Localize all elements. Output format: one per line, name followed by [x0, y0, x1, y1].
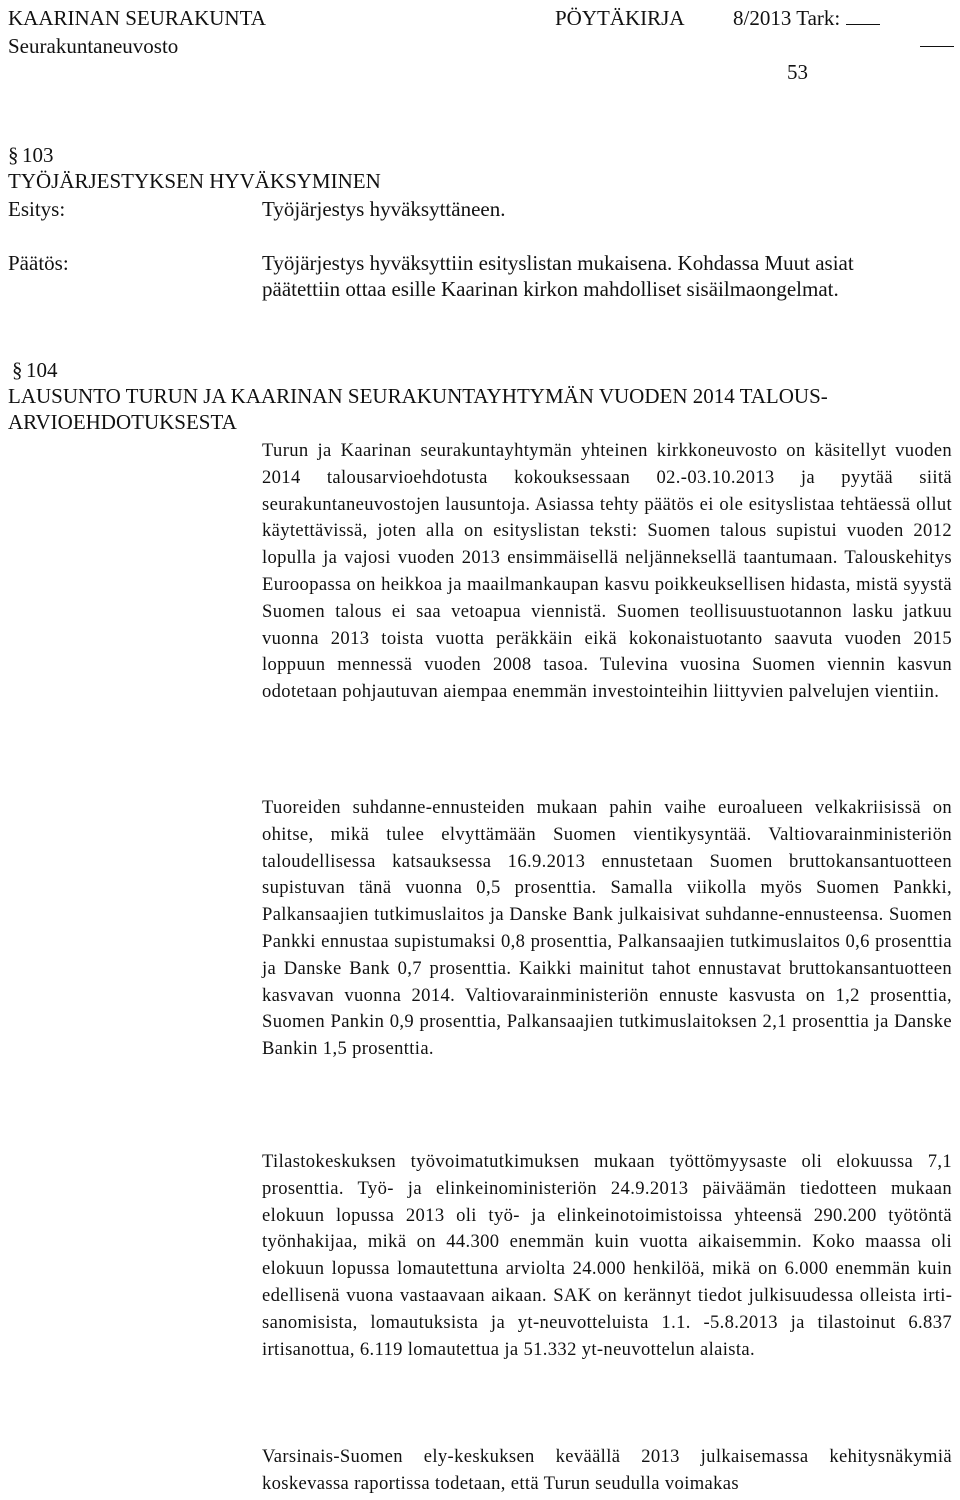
section-104-symbol: § [12, 358, 23, 382]
section-104-paragraph-1: Turun ja Kaarinan seurakuntayhtymän yhteinen kirkkoneuvosto on käsitellyt vuoden 2014 talousarvioehdotusta kokouksessaan 02.-03.10.2013 ja pyytää siitä seurakuntaneuvostojen lausuntoja. Asiassa tehty päätös ei ole esityslistaa tehtäessä ollut käytettävissä, joten alla on esityslistan teksti: Suomen talous supistui vuoden 2012 lopulla ja vajosi vuoden 2013 ensimmäisellä neljänneksellä taantumaan. Talouskehitys Euroopassa on heikkoa ja maailmankaupan kasvu poikkeuksellisen hidasta, mistä syystä Suomen talous ei saa vetoapua viennistä. Suomen teollisuustuotannon lasku jatkuu vuonna 2013 toista vuotta peräkkäin eikä kokonaistuotanto saavuta vuoden 2015 loppuun mennessä vuoden 2008 tasoa. Tulevina vuosina Suomen viennin kasvun odotetaan pohjautuvan aiempaa enemmän investointeihin liittyvien palvelujen vientiin. [262, 440, 952, 703]
section-103-number: 103 [22, 143, 54, 167]
proposal-label: Esitys: [8, 197, 66, 221]
section-104-title-line-1: LAUSUNTO TURUN JA KAARINAN SEURAKUNTAYHTYMÄN VUODEN 2014 TALOUS- [8, 384, 828, 408]
header-org: KAARINAN SEURAKUNTA [8, 6, 266, 30]
section-104-title [8, 383, 953, 435]
section-104-paragraph-2: Tuoreiden suhdanne-ennusteiden mukaan pahin vaihe euroalueen velkakriisissä on ohitse, mikä tulee elvyttämään Suomen vientikysyntää. Valtiovarainministeriön taloudellisessa katsauksessa 16.9.2013 ennustetaan Suomen bruttokansantuotteen supistuvan tänä vuonna 0,5 prosenttia. Samalla viikolla myös Suomen Pankki, Palkansaajien tutkimuslaitos ja Danske Bank julkaisivat suhdanne-ennusteensa. Suomen Pankki ennustaa supistumaksi 0,8 prosenttia, Palkansaajien tutkimuslaitos 0,6 prosenttia ja Danske Bank 0,7 prosenttia. Kaikki mainitut tahot ennustavat bruttokansantuotteen kasvavan vuonna 2014. Valtiovarainministeriön ennuste kasvusta on 1,2 prosenttia, Suomen Pankin 0,9 prosenttia, Palkansaajien tutkimuslaitoksen 2,1 prosenttia ja Danske Bankin 1,5 prosenttia. [262, 797, 952, 1060]
section-103-heading [8, 142, 19, 168]
section-104-title-line-2: ARVIOEHDOTUKSESTA [8, 410, 237, 434]
section-104-paragraph-3: Tilastokeskuksen työvoimatutkimuksen mukaan työttömyysaste oli elokuussa 7,1 prosenttia. Työ- ja elinkeinoministeriön 24.9.2013 päiväämän tiedotteen mukaan elokuun lopussa 2013 oli työ- ja elinkeinotoimistoissa yhteensä 290.200 työtöntä työnhakijaa, mikä on 44.300 enemmän kuin vuotta aikaisemmin. Koko maassa oli elokuun lopussa lomautettuna arviolta 24.000 henkilöä, mikä on 6.000 enemmän kuin edellisenä vuona vastaavaan aikaan. SAK on kerännyt tiedot julkisuudessa olleista irtisanomisista, lomautuksista ja yt-neuvotteluista 1.1. -5.8.2013 ja tilastoinut 6.837 irtisanottua, 6.119 lomautettua ja 51.332 yt-neuvottelun alaista. [262, 1151, 952, 1360]
decision-line-2: päätettiin ottaa esille Kaarinan kirkon mahdolliset sisäilmaongelmat. [262, 277, 839, 301]
header-doc-number-group [733, 4, 880, 32]
header-doc-type: PÖYTÄKIRJA [555, 6, 685, 30]
section-103-title: TYÖJÄRJESTYKSEN HYVÄKSYMINEN [8, 169, 381, 193]
header-body-name: Seurakuntaneuvosto [8, 34, 179, 58]
header-check-line [846, 4, 880, 25]
section-104-number: 104 [26, 358, 58, 382]
decision-label: Päätös: [8, 251, 69, 275]
section-104-paragraph-4: Varsinais-Suomen ely-keskuksen keväällä 2013 julkaisemassa kehitysnäkymiä koskevassa raportissa todetaan, että Turun seudulla voimakas [262, 1446, 952, 1494]
decision-line-1: Työjärjestys hyväksyttiin esityslistan mukaisena. Kohdassa Muut asiat [262, 251, 854, 275]
proposal-text: Työjärjestys hyväksyttäneen. [262, 197, 506, 221]
page-number: 53 [787, 60, 808, 84]
header-doc-number: 8/2013 Tark: [733, 6, 841, 30]
section-symbol: § [8, 143, 19, 167]
header-check-line-2 [920, 46, 954, 47]
